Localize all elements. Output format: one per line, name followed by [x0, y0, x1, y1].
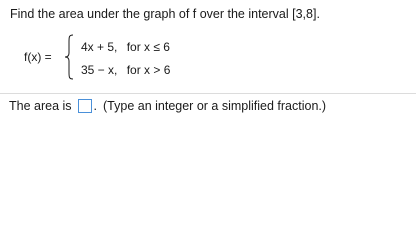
case-1-condition: for x ≤ 6	[126, 40, 170, 54]
section-divider	[0, 93, 416, 94]
case-1-expression: 4x + 5,	[81, 40, 118, 54]
case-line-1	[81, 40, 170, 54]
case-2-condition: for x > 6	[126, 63, 171, 77]
case-2-expression: 35 − x,	[81, 63, 118, 77]
answer-hint: (Type an integer or a simplified fraction.)	[103, 99, 327, 113]
function-label: f(x) =	[24, 50, 52, 64]
problem-prompt: Find the area under the graph of f over the interval [3,8].	[10, 7, 320, 21]
case-line-2	[81, 63, 170, 77]
answer-row	[9, 97, 326, 115]
answer-dot: .	[93, 99, 98, 113]
piecewise-function	[24, 33, 284, 81]
answer-prefix: The area is	[9, 99, 72, 113]
answer-input[interactable]	[78, 99, 92, 113]
left-brace-icon	[64, 34, 74, 80]
